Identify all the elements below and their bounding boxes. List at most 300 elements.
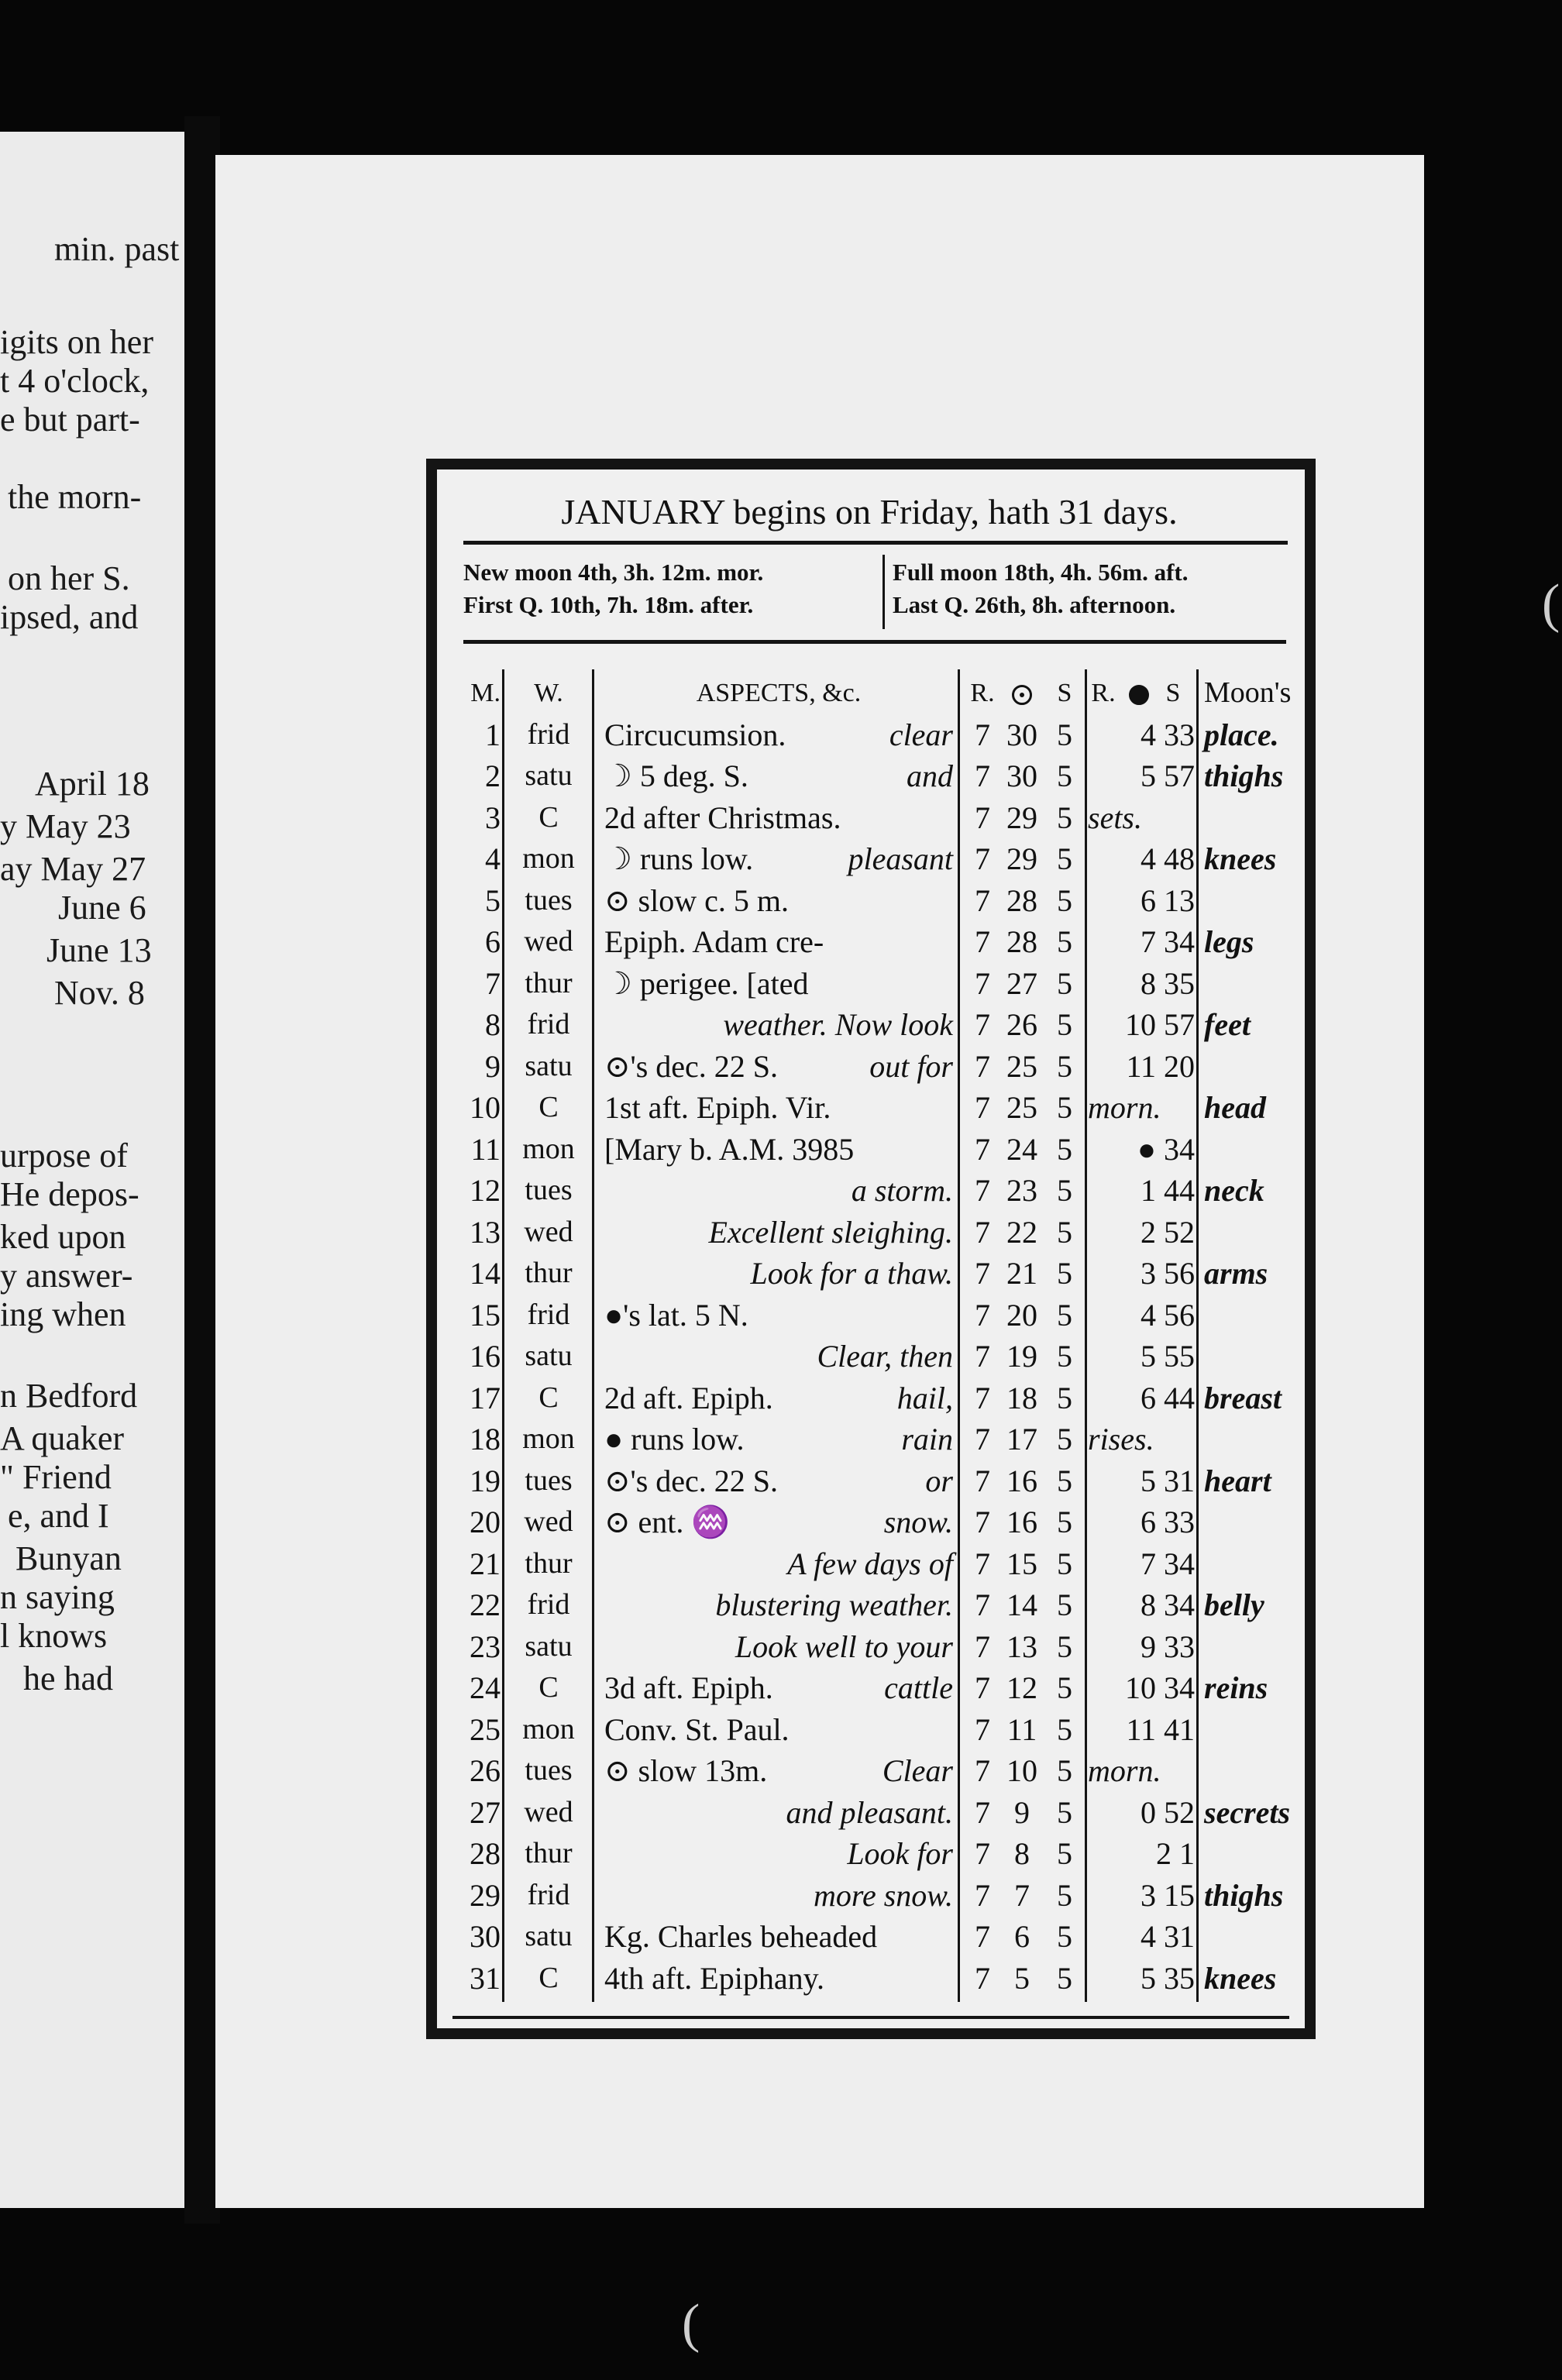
day-number: 18 bbox=[470, 1422, 501, 1457]
moon-place: knees bbox=[1204, 841, 1277, 876]
aspect-text: ⊙'s dec. 22 S. bbox=[604, 1048, 779, 1084]
moon-rise-set: 5 55 bbox=[1141, 1339, 1195, 1374]
aspect-text: ●'s lat. 5 N. bbox=[604, 1297, 748, 1333]
weekday: satu bbox=[525, 1920, 573, 1952]
table-row bbox=[463, 1709, 1292, 1751]
weather-text: Excellent sleighing. bbox=[708, 1214, 953, 1250]
aspect-cell bbox=[604, 1419, 953, 1460]
sun-rise-hour: 7 bbox=[975, 1214, 990, 1250]
weekday: wed bbox=[524, 1795, 573, 1828]
first-quarter-text: First Q. 10th, 7h. 18m. after. bbox=[463, 591, 754, 618]
aspect-text: ⊙ ent. ♒ bbox=[604, 1505, 731, 1539]
moon-rise-set: 5 31 bbox=[1141, 1463, 1195, 1498]
moon-place bbox=[1204, 1709, 1305, 1751]
moon-place: secrets bbox=[1204, 1794, 1291, 1830]
left-page-line: y answer- bbox=[0, 1257, 133, 1295]
sun-rise-minute: 25 bbox=[1006, 1090, 1037, 1125]
new-moon-text: New moon 4th, 3h. 12m. mor. bbox=[463, 559, 764, 586]
weather-text: out for bbox=[869, 1048, 953, 1084]
sun-set-hour: 5 bbox=[1057, 1836, 1072, 1871]
sun-set-hour: 5 bbox=[1057, 1670, 1072, 1705]
sun-set-hour: 5 bbox=[1057, 1048, 1072, 1084]
moon-rise-set: 4 33 bbox=[1141, 717, 1195, 752]
left-page-line: ked upon bbox=[0, 1218, 126, 1256]
weekday: wed bbox=[524, 925, 573, 958]
moon-place bbox=[1204, 1501, 1305, 1543]
weather-text: blustering weather. bbox=[715, 1587, 953, 1622]
left-page-line: Nov. 8 bbox=[54, 974, 145, 1012]
aspect-text: ⊙'s dec. 22 S. bbox=[604, 1463, 779, 1498]
sun-rise-minute: 29 bbox=[1006, 800, 1037, 835]
aspect-text: [Mary b. A.M. 3985 bbox=[604, 1131, 855, 1167]
last-quarter-text: Last Q. 26th, 8h. afternoon. bbox=[893, 591, 1176, 618]
table-row bbox=[463, 921, 1292, 963]
moon-rise-set: 7 34 bbox=[1141, 924, 1195, 959]
header-moon-rise: R. bbox=[1091, 679, 1116, 707]
weekday: C bbox=[538, 1091, 559, 1123]
moon-rise-set: 4 48 bbox=[1141, 841, 1195, 876]
sun-set-hour: 5 bbox=[1057, 1877, 1072, 1913]
aspect-cell bbox=[604, 1750, 953, 1792]
left-page bbox=[0, 132, 194, 2208]
weather-text: snow. bbox=[883, 1505, 953, 1539]
sun-rise-hour: 7 bbox=[975, 1131, 990, 1167]
sun-rise-minute: 9 bbox=[1014, 1794, 1030, 1830]
sun-rise-hour: 7 bbox=[975, 758, 990, 793]
aspect-text: 1st aft. Epiph. Vir. bbox=[604, 1090, 831, 1125]
sun-set-hour: 5 bbox=[1057, 1090, 1072, 1125]
sun-rise-minute: 19 bbox=[1006, 1339, 1037, 1374]
sun-rise-hour: 7 bbox=[975, 1463, 990, 1498]
moon-rise-set: 6 13 bbox=[1141, 882, 1195, 918]
sun-rise-minute: 16 bbox=[1006, 1505, 1037, 1539]
header-sun-set: S bbox=[1057, 679, 1072, 707]
sun-rise-minute: 26 bbox=[1006, 1007, 1037, 1042]
moon-rise-set: 2 52 bbox=[1141, 1214, 1195, 1250]
sun-rise-hour: 7 bbox=[975, 1048, 990, 1084]
day-number: 15 bbox=[470, 1297, 501, 1333]
left-page-line: ing when bbox=[0, 1295, 126, 1333]
sun-rise-hour: 7 bbox=[975, 1380, 990, 1415]
weather-text: and pleasant. bbox=[786, 1794, 953, 1830]
sun-rise-hour: 7 bbox=[975, 1877, 990, 1913]
day-number: 29 bbox=[470, 1877, 501, 1913]
aspect-text: ☽ perigee. [ated bbox=[604, 965, 809, 1001]
sun-rise-hour: 7 bbox=[975, 965, 990, 1001]
sun-set-hour: 5 bbox=[1057, 1919, 1072, 1954]
sun-set-hour: 5 bbox=[1057, 1007, 1072, 1042]
aspect-text: Epiph. Adam cre- bbox=[604, 924, 824, 959]
sun-set-hour: 5 bbox=[1057, 882, 1072, 918]
header-sun-rise: R. bbox=[970, 679, 995, 707]
weekday: wed bbox=[524, 1505, 573, 1538]
sun-set-hour: 5 bbox=[1057, 1629, 1072, 1664]
moon-rise-set: morn. bbox=[1088, 1753, 1161, 1788]
moon-place: place. bbox=[1204, 717, 1279, 752]
table-row bbox=[463, 1916, 1292, 1958]
day-number: 24 bbox=[470, 1670, 501, 1705]
aspect-cell bbox=[604, 1046, 953, 1088]
day-number: 11 bbox=[470, 1131, 501, 1167]
sun-rise-hour: 7 bbox=[975, 1256, 990, 1291]
day-number: 23 bbox=[470, 1629, 501, 1664]
moon-rise-set: 8 34 bbox=[1141, 1587, 1195, 1622]
sun-rise-minute: 15 bbox=[1006, 1546, 1037, 1581]
moon-place bbox=[1204, 1543, 1305, 1585]
weather-text: pleasant bbox=[848, 841, 953, 876]
moon-rise-set: 10 57 bbox=[1125, 1007, 1195, 1042]
moon-rise-set: 1 44 bbox=[1141, 1173, 1195, 1208]
sun-rise-minute: 30 bbox=[1006, 758, 1037, 793]
sun-rise-hour: 7 bbox=[975, 800, 990, 835]
weather-text: Look well to your bbox=[735, 1629, 953, 1664]
table-row bbox=[463, 1419, 1292, 1460]
weather-text: clear bbox=[889, 717, 953, 752]
moon-rise-set: 11 20 bbox=[1126, 1048, 1195, 1084]
table-row bbox=[463, 1875, 1292, 1917]
moon-rise-set: sets. bbox=[1088, 800, 1142, 835]
moon-rise-set: 0 52 bbox=[1141, 1794, 1195, 1830]
weekday: mon bbox=[522, 1712, 575, 1745]
table-row bbox=[463, 1584, 1292, 1626]
weekday: satu bbox=[525, 1049, 573, 1082]
weekday: wed bbox=[524, 1215, 573, 1248]
title-rule bbox=[463, 541, 1288, 545]
day-number: 12 bbox=[470, 1173, 501, 1208]
table-row bbox=[463, 1170, 1292, 1212]
moon-place bbox=[1204, 1129, 1305, 1171]
table-row bbox=[463, 1377, 1292, 1419]
weekday: frid bbox=[527, 717, 570, 751]
sun-rise-minute: 28 bbox=[1006, 882, 1037, 918]
sun-set-hour: 5 bbox=[1057, 1463, 1072, 1498]
day-number: 25 bbox=[470, 1711, 501, 1747]
left-page-line: y May 23 bbox=[0, 807, 131, 845]
left-page-line: " Friend bbox=[0, 1458, 112, 1496]
moon-place: breast bbox=[1204, 1380, 1282, 1415]
sun-rise-hour: 7 bbox=[975, 841, 990, 876]
moon-rise-set: ● 34 bbox=[1137, 1131, 1195, 1167]
sun-rise-minute: 7 bbox=[1014, 1877, 1030, 1913]
sun-rise-minute: 20 bbox=[1006, 1297, 1037, 1333]
sun-set-hour: 5 bbox=[1057, 800, 1072, 835]
header-day: M. bbox=[470, 679, 501, 707]
sun-rise-minute: 11 bbox=[1006, 1711, 1037, 1747]
sun-rise-minute: 18 bbox=[1006, 1380, 1037, 1415]
table-row bbox=[463, 880, 1292, 922]
weather-text: more snow. bbox=[814, 1877, 953, 1913]
moon-place: heart bbox=[1204, 1463, 1271, 1498]
weather-text: Clear bbox=[882, 1753, 953, 1788]
sun-rise-hour: 7 bbox=[975, 1297, 990, 1333]
sun-rise-hour: 7 bbox=[975, 1711, 990, 1747]
aspect-text: ● runs low. bbox=[604, 1422, 745, 1457]
day-number: 2 bbox=[485, 758, 501, 793]
moon-place: reins bbox=[1204, 1670, 1268, 1705]
moon-place bbox=[1204, 1626, 1305, 1668]
moon-place: arms bbox=[1204, 1256, 1268, 1291]
weather-text: hail, bbox=[896, 1380, 953, 1415]
weekday: C bbox=[538, 1671, 559, 1704]
left-page-line: on her S. bbox=[8, 559, 130, 597]
weekday: frid bbox=[527, 1878, 570, 1911]
weather-text: a storm. bbox=[851, 1173, 953, 1208]
weekday: tues bbox=[525, 883, 573, 917]
moon-place bbox=[1204, 1336, 1305, 1377]
moon-place bbox=[1204, 1046, 1305, 1088]
sun-set-hour: 5 bbox=[1057, 1505, 1072, 1539]
table-row bbox=[463, 1046, 1292, 1088]
weekday: C bbox=[538, 1961, 559, 1994]
left-page-line: Bunyan bbox=[15, 1539, 122, 1577]
table-row bbox=[463, 1087, 1292, 1129]
aspect-cell bbox=[604, 1377, 953, 1419]
left-page-line: e but part- bbox=[0, 401, 140, 439]
aspect-text: 2d after Christmas. bbox=[604, 800, 841, 835]
sun-rise-minute: 12 bbox=[1006, 1670, 1037, 1705]
weekday: frid bbox=[527, 1008, 570, 1040]
day-number: 3 bbox=[485, 800, 501, 835]
aspect-cell bbox=[604, 1501, 953, 1543]
sun-set-hour: 5 bbox=[1057, 758, 1072, 793]
table-row bbox=[463, 1295, 1292, 1336]
sun-rise-hour: 7 bbox=[975, 1173, 990, 1208]
left-page-line: min. past bbox=[54, 230, 180, 268]
moon-place: thighs bbox=[1204, 758, 1284, 793]
table-row bbox=[463, 1501, 1292, 1543]
sun-set-hour: 5 bbox=[1057, 965, 1072, 1001]
sun-rise-hour: 7 bbox=[975, 1629, 990, 1664]
weekday: mon bbox=[522, 842, 575, 875]
day-number: 16 bbox=[470, 1339, 501, 1374]
left-page-line: l knows bbox=[0, 1617, 108, 1655]
table-row bbox=[463, 1792, 1292, 1834]
sun-rise-hour: 7 bbox=[975, 1090, 990, 1125]
weekday: thur bbox=[525, 1257, 573, 1289]
day-number: 19 bbox=[470, 1463, 501, 1498]
sun-set-hour: 5 bbox=[1057, 1173, 1072, 1208]
weekday: C bbox=[538, 800, 559, 834]
header-aspects: ASPECTS, &c. bbox=[696, 679, 862, 707]
left-page-line: n Bedford bbox=[0, 1377, 138, 1415]
day-number: 7 bbox=[485, 965, 501, 1001]
moon-phases-right bbox=[893, 556, 1295, 626]
left-page-line: he had bbox=[23, 1659, 114, 1697]
moon-rise-set: 5 35 bbox=[1141, 1960, 1195, 1996]
moon-rise-set: morn. bbox=[1088, 1090, 1161, 1125]
sun-rise-minute: 10 bbox=[1006, 1753, 1037, 1788]
aspect-text: 2d aft. Epiph. bbox=[604, 1380, 773, 1415]
sun-set-hour: 5 bbox=[1057, 1380, 1072, 1415]
moon-place: head bbox=[1204, 1090, 1266, 1125]
moon-rule bbox=[463, 640, 1286, 644]
day-number: 28 bbox=[470, 1836, 501, 1871]
left-page-line: He depos- bbox=[0, 1175, 139, 1213]
weekday: thur bbox=[525, 1837, 573, 1869]
left-page-line: t 4 o'clock, bbox=[0, 362, 150, 400]
moon-rise-set: 8 35 bbox=[1141, 965, 1195, 1001]
moon-place bbox=[1204, 880, 1305, 922]
calendar-frame bbox=[426, 459, 1316, 2039]
page-mark: ( bbox=[682, 2294, 700, 2354]
moon-place bbox=[1204, 1833, 1305, 1875]
aspect-text: 4th aft. Epiphany. bbox=[604, 1960, 825, 1996]
moon-place: belly bbox=[1204, 1587, 1264, 1622]
left-page-line: n saying bbox=[0, 1578, 115, 1616]
moon-place: neck bbox=[1204, 1173, 1264, 1208]
sun-set-hour: 5 bbox=[1057, 1960, 1072, 1996]
sun-rise-minute: 28 bbox=[1006, 924, 1037, 959]
table-row bbox=[463, 1253, 1292, 1295]
sun-rise-minute: 24 bbox=[1006, 1131, 1037, 1167]
table-row bbox=[463, 1750, 1292, 1792]
sun-rise-hour: 7 bbox=[975, 924, 990, 959]
moon-place bbox=[1204, 1916, 1305, 1958]
table-row bbox=[463, 1543, 1292, 1585]
sun-rise-hour: 7 bbox=[975, 1960, 990, 1996]
calendar-rows bbox=[463, 714, 1292, 2000]
sun-rise-minute: 23 bbox=[1006, 1173, 1037, 1208]
day-number: 22 bbox=[470, 1587, 501, 1622]
sun-set-hour: 5 bbox=[1057, 1794, 1072, 1830]
header-moon-place: Moon's bbox=[1204, 676, 1292, 709]
table-row bbox=[463, 1958, 1292, 2000]
sun-set-hour: 5 bbox=[1057, 1256, 1072, 1291]
sun-rise-minute: 13 bbox=[1006, 1629, 1037, 1664]
table-row bbox=[463, 714, 1292, 756]
left-page-line: ay May 27 bbox=[0, 850, 146, 888]
moon-place bbox=[1204, 1750, 1305, 1792]
sun-rise-hour: 7 bbox=[975, 1753, 990, 1788]
sun-rise-hour: 7 bbox=[975, 1422, 990, 1457]
moon-place bbox=[1204, 797, 1305, 839]
sun-rise-minute: 6 bbox=[1014, 1919, 1030, 1954]
aspect-cell bbox=[604, 755, 953, 797]
sun-set-hour: 5 bbox=[1057, 1587, 1072, 1622]
moon-rise-set: 9 33 bbox=[1141, 1629, 1195, 1664]
weather-text: Clear, then bbox=[817, 1339, 953, 1374]
weekday: frid bbox=[527, 1298, 570, 1331]
sun-set-hour: 5 bbox=[1057, 1546, 1072, 1581]
weather-text: cattle bbox=[884, 1670, 953, 1705]
day-number: 5 bbox=[485, 882, 501, 918]
moon-rise-set: 11 41 bbox=[1126, 1711, 1195, 1747]
table-row bbox=[463, 838, 1292, 880]
weather-text: and bbox=[907, 758, 953, 793]
moon-place: thighs bbox=[1204, 1877, 1284, 1913]
moon-place: feet bbox=[1204, 1007, 1251, 1042]
sun-rise-minute: 14 bbox=[1006, 1587, 1037, 1622]
right-page bbox=[215, 155, 1424, 2208]
sun-rise-hour: 7 bbox=[975, 1546, 990, 1581]
weekday: satu bbox=[525, 1340, 573, 1372]
day-number: 10 bbox=[470, 1090, 501, 1125]
sun-rise-hour: 7 bbox=[975, 717, 990, 752]
moon-divider bbox=[882, 555, 885, 629]
aspect-cell bbox=[604, 1667, 953, 1709]
weather-text: Look for a thaw. bbox=[750, 1256, 953, 1291]
weekday: C bbox=[538, 1381, 559, 1414]
left-page-line: A quaker bbox=[0, 1419, 125, 1457]
left-page-line: the morn- bbox=[8, 478, 142, 516]
day-number: 31 bbox=[470, 1960, 501, 1996]
sun-rise-hour: 7 bbox=[975, 1836, 990, 1871]
day-number: 14 bbox=[470, 1256, 501, 1291]
sun-rise-hour: 7 bbox=[975, 1794, 990, 1830]
sun-icon bbox=[998, 672, 1046, 714]
day-number: 27 bbox=[470, 1794, 501, 1830]
aspect-text: 3d aft. Epiph. bbox=[604, 1670, 773, 1705]
day-number: 4 bbox=[485, 841, 501, 876]
sun-set-hour: 5 bbox=[1057, 841, 1072, 876]
weather-text: or bbox=[925, 1463, 953, 1498]
day-number: 17 bbox=[470, 1380, 501, 1415]
table-row bbox=[463, 1460, 1292, 1502]
table-row bbox=[463, 797, 1292, 839]
left-page-line: urpose of bbox=[0, 1137, 128, 1175]
day-number: 8 bbox=[485, 1007, 501, 1042]
weekday: satu bbox=[525, 759, 573, 792]
aspect-text: Circucumsion. bbox=[604, 717, 786, 752]
day-number: 6 bbox=[485, 924, 501, 959]
weekday: frid bbox=[527, 1588, 570, 1621]
page-mark: ( bbox=[1542, 574, 1560, 634]
moon-rise-set: 6 44 bbox=[1141, 1380, 1195, 1415]
aspect-text: ⊙ slow 13m. bbox=[604, 1753, 768, 1788]
sun-rise-minute: 30 bbox=[1006, 717, 1037, 752]
aspect-text: ⊙ slow c. 5 m. bbox=[604, 882, 789, 918]
day-number: 26 bbox=[470, 1753, 501, 1788]
sun-rise-minute: 8 bbox=[1014, 1836, 1030, 1871]
sun-rise-hour: 7 bbox=[975, 1587, 990, 1622]
day-number: 13 bbox=[470, 1214, 501, 1250]
day-number: 1 bbox=[485, 717, 501, 752]
sun-rise-minute: 16 bbox=[1006, 1463, 1037, 1498]
sun-set-hour: 5 bbox=[1057, 1339, 1072, 1374]
table-row bbox=[463, 1667, 1292, 1709]
sun-set-hour: 5 bbox=[1057, 1131, 1072, 1167]
table-header bbox=[463, 672, 1292, 714]
weather-text: rain bbox=[901, 1422, 953, 1457]
sun-rise-minute: 25 bbox=[1006, 1048, 1037, 1084]
aspect-cell bbox=[604, 714, 953, 756]
weekday: satu bbox=[525, 1629, 573, 1663]
sun-set-hour: 5 bbox=[1057, 1297, 1072, 1333]
sun-rise-minute: 21 bbox=[1006, 1256, 1037, 1291]
moon-place: knees bbox=[1204, 1960, 1277, 1996]
sun-rise-minute: 29 bbox=[1006, 841, 1037, 876]
moon-rise-set: 7 34 bbox=[1141, 1546, 1195, 1581]
table-row bbox=[463, 755, 1292, 797]
header-weekday: W. bbox=[534, 679, 563, 707]
sun-rise-hour: 7 bbox=[975, 1007, 990, 1042]
moon-rise-set: 2 1 bbox=[1156, 1836, 1195, 1871]
sun-rise-minute: 27 bbox=[1006, 965, 1037, 1001]
moon-icon bbox=[1123, 672, 1154, 714]
sun-rise-hour: 7 bbox=[975, 1505, 990, 1539]
table-row bbox=[463, 1004, 1292, 1046]
aspect-text: Conv. St. Paul. bbox=[604, 1711, 790, 1747]
aspect-cell bbox=[604, 838, 953, 880]
moon-rise-set: 4 56 bbox=[1141, 1297, 1195, 1333]
weekday: tues bbox=[525, 1174, 573, 1206]
day-number: 20 bbox=[470, 1505, 501, 1539]
sun-rise-hour: 7 bbox=[975, 1919, 990, 1954]
weekday: thur bbox=[525, 1546, 573, 1580]
left-page-line: June 6 bbox=[58, 889, 146, 927]
sun-set-hour: 5 bbox=[1057, 717, 1072, 752]
moon-rise-set: 3 56 bbox=[1141, 1256, 1195, 1291]
